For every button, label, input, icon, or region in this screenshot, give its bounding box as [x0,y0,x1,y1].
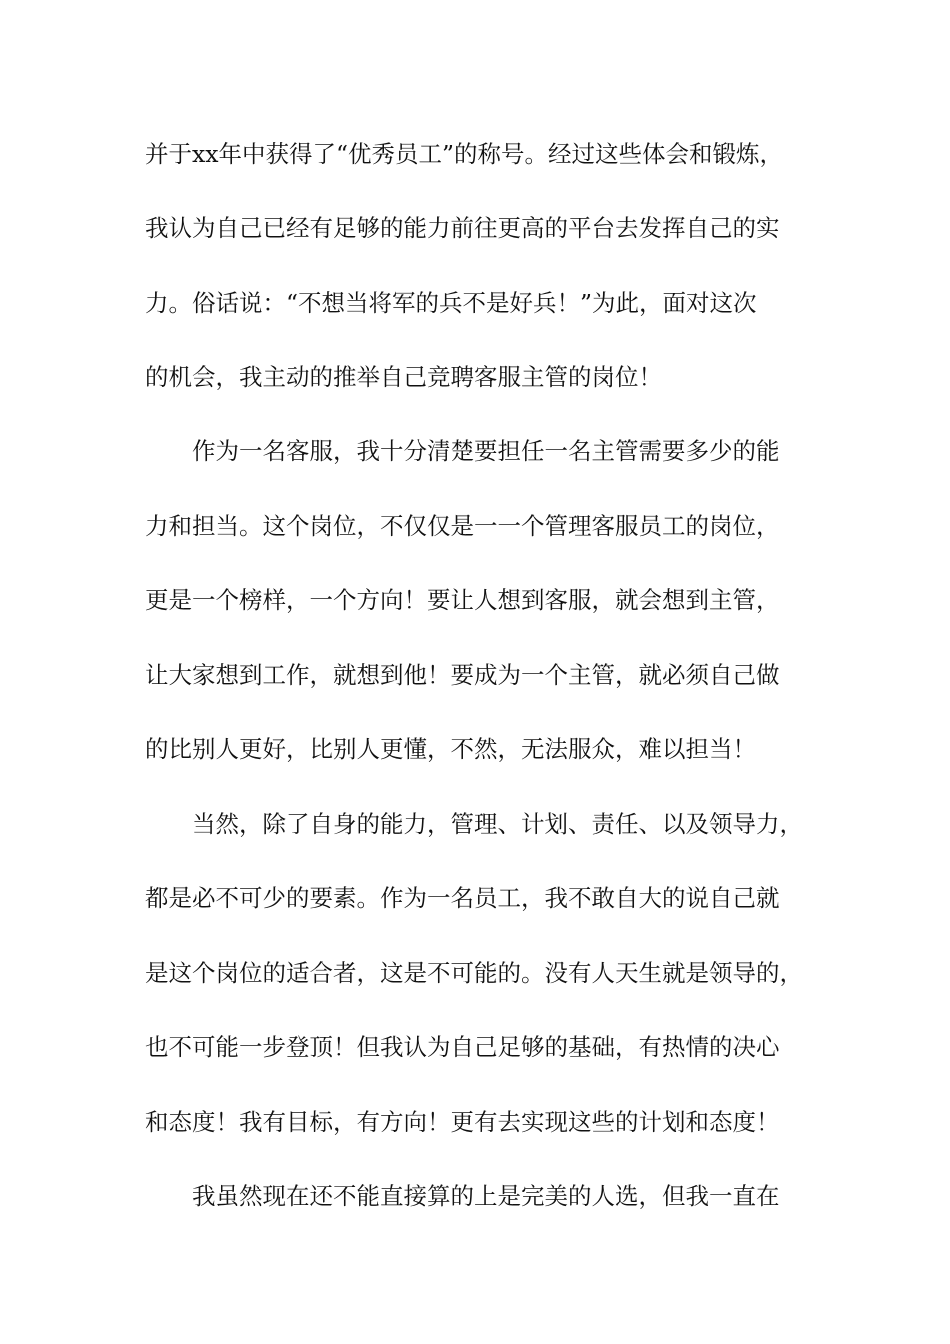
text-line: 的机会，我主动的推举自己竞聘客服主管的岗位！ [145,363,662,391]
text-line: 的比别人更好，比别人更懂，不然，无法服众，难以担当！ [145,735,756,763]
text-line: 我认为自己已经有足够的能力前往更高的平台去发挥自己的实 [145,214,780,242]
text-line: 让大家想到工作，就想到他！要成为一个主管，就必须自己做 [145,661,780,689]
text-line: 更是一个榜样，一个方向！要让人想到客服，就会想到主管， [145,586,780,614]
text-line: 是这个岗位的适合者，这是不可能的。没有人天生就是领导的， [145,959,803,987]
paragraph-first-line: 当然，除了自身的能力，管理、计划、责任、以及领导力， [192,810,803,838]
paragraph-first-line: 我虽然现在还不能直接算的上是完美的人选，但我一直在 [192,1182,780,1210]
text-line: 也不可能一步登顶！但我认为自己足够的基础，有热情的决心 [145,1033,780,1061]
paragraph-first-line: 作为一名客服，我十分清楚要担任一名主管需要多少的能 [192,437,780,465]
text-line: 和态度！我有目标，有方向！更有去实现这些的计划和态度！ [145,1108,780,1136]
text-line: 力。俗话说：“不想当将军的兵不是好兵！”为此，面对这次 [145,289,757,317]
text-line: 并于xx年中获得了“优秀员工”的称号。经过这些体会和锻炼， [145,140,784,168]
text-line: 都是必不可少的要素。作为一名员工，我不敢自大的说自己就 [145,884,780,912]
text-line: 力和担当。这个岗位，不仅仅是一一个管理客服员工的岗位， [145,512,780,540]
